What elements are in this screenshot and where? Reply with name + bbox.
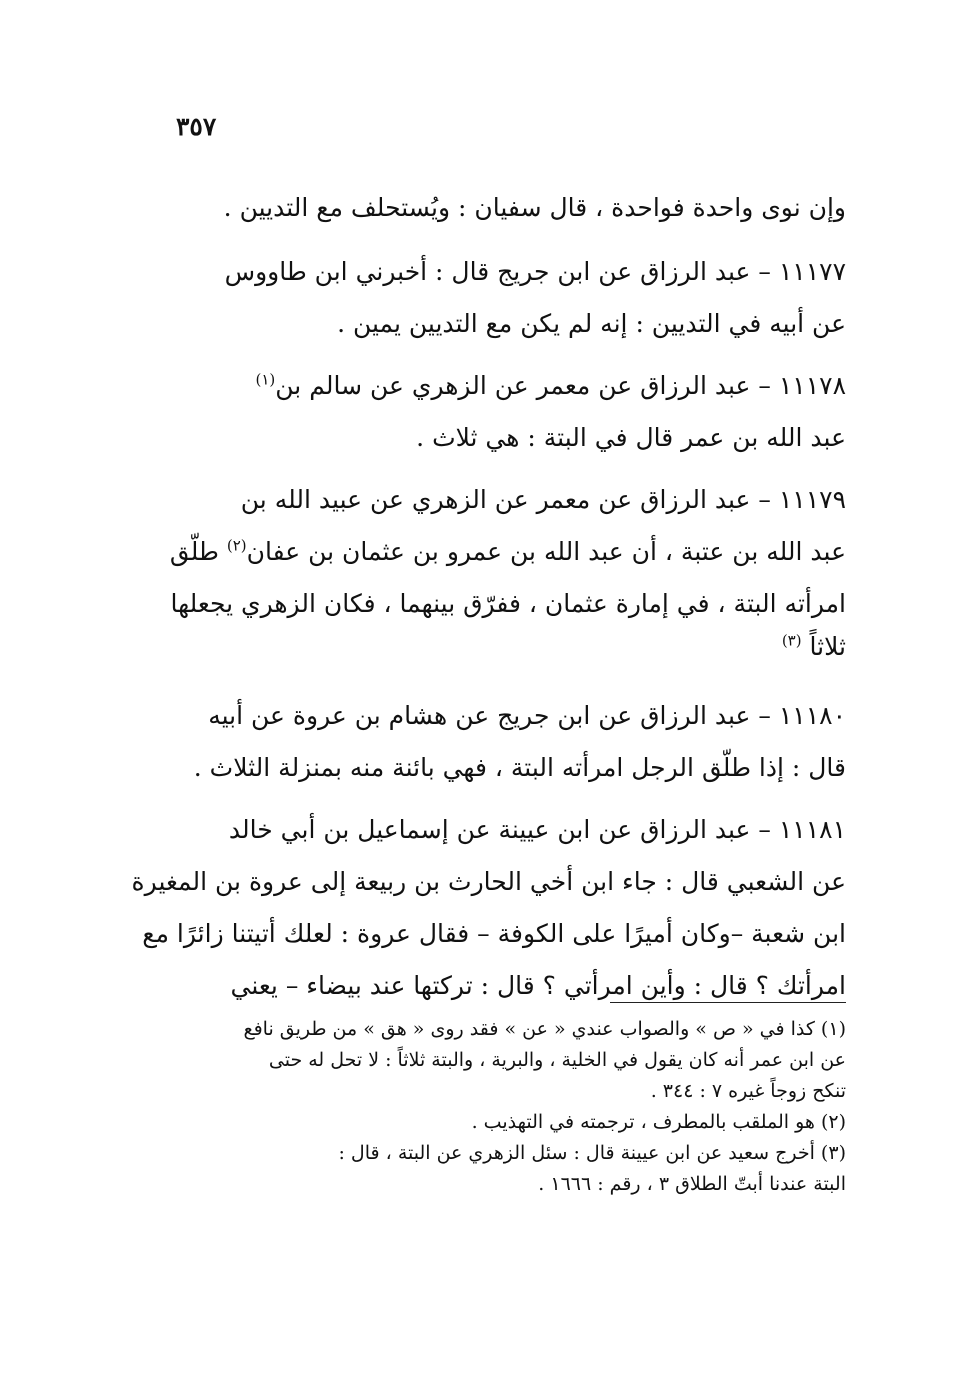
hadith-11180 [176,690,846,794]
footnote-line: (٣) أخرج سعيد عن ابن عيينة قال : سئل الزهري عن البتة ، قال : [338,1142,846,1164]
footnote-line: (١) كذا في « ص » والصواب عندي « عن » فقد روى « هق » من طريق نافع [243,1018,846,1040]
footnote-divider [610,1002,846,1003]
text-line: عن أبيه في التديين : إنه لم يكن مع التديين يمين . [337,309,846,338]
text-line: ابن شعبة –وكان أميرًا على الكوفة – فقال عروة : لعلك أتيتنا زائرًا مع [142,919,846,948]
text-line: امرأتك ؟ قال : وأين امرأتي ؟ قال : تركتها عند بيضاء – يعني [230,971,846,1000]
text-line: ١١١٧٨ – عبد الرزاق عن معمر عن الزهري عن سالم بن$^{(١)}$ [255,370,846,400]
text-line: عبد الله بن عتبة ، أن عبد الله بن عمرو بن عثمان بن عفان$^{(٢)}$ طلّق [169,536,846,566]
hadith-11179 [169,474,846,664]
footnote-line: عن ابن عمر أنه كان يقول في الخلية ، والبرية ، والبتة ثلاثاً : لا تحل له حتى [268,1049,846,1071]
text-line: امرأته البتة ، في إمارة عثمان ، ففرّق بينهما ، فكان الزهري يجعلها [170,589,846,618]
text-line: عبد الله بن عمر قال في البتة : هي ثلاث . [416,423,846,452]
footnote-line: البتة عندنا أبتّ الطلاق ٣ ، رقم : ١٦٦٦ . [538,1173,846,1195]
hadith-11177 [176,246,846,350]
page-number: ٣٥٧ [176,112,217,141]
text-line: ١١١٧٧ – عبد الرزاق عن ابن جريج قال : أخبرني ابن طاووس [224,257,846,286]
text-line: ثلاثاً $^{(٣)}$ [781,631,846,661]
text-line: ١١١٨٠ – عبد الرزاق عن ابن جريج عن هشام بن عروة عن أبيه [208,701,846,730]
text-line: ١١١٨١ – عبد الرزاق عن ابن عيينة عن إسماعيل بن أبي خالد [228,815,846,844]
footnote-line: تنكح زوجاً غيره ٧ : ٣٤٤ . [650,1080,846,1102]
text-line: عن الشعبي قال : جاء ابن أخي الحارث بن ربيعة إلى عروة بن المغيرة [131,867,846,896]
footnote-ref-1[interactable]: (١) [255,370,276,389]
footnote-line: (٢) هو الملقب بالمطرف ، ترجمته في التهذيب . [471,1111,846,1133]
text-line: ١١١٧٩ – عبد الرزاق عن معمر عن الزهري عن عبيد الله بن [240,485,846,514]
footnotes [176,1014,846,1200]
footnote-ref-2[interactable]: (٢) [226,536,247,555]
text-line: وإن نوى واحدة فواحدة ، قال سفيان : ويُستحلف مع التديين . [223,193,846,222]
footnote-ref-3[interactable]: (٣) [781,631,802,650]
intro-paragraph [176,182,846,234]
hadith-11178 [176,360,846,464]
text-line: قال : إذا طلّق الرجل امرأته البتة ، فهي بائنة منه بمنزلة الثلاث . [193,753,846,782]
hadith-11181 [131,804,846,1012]
